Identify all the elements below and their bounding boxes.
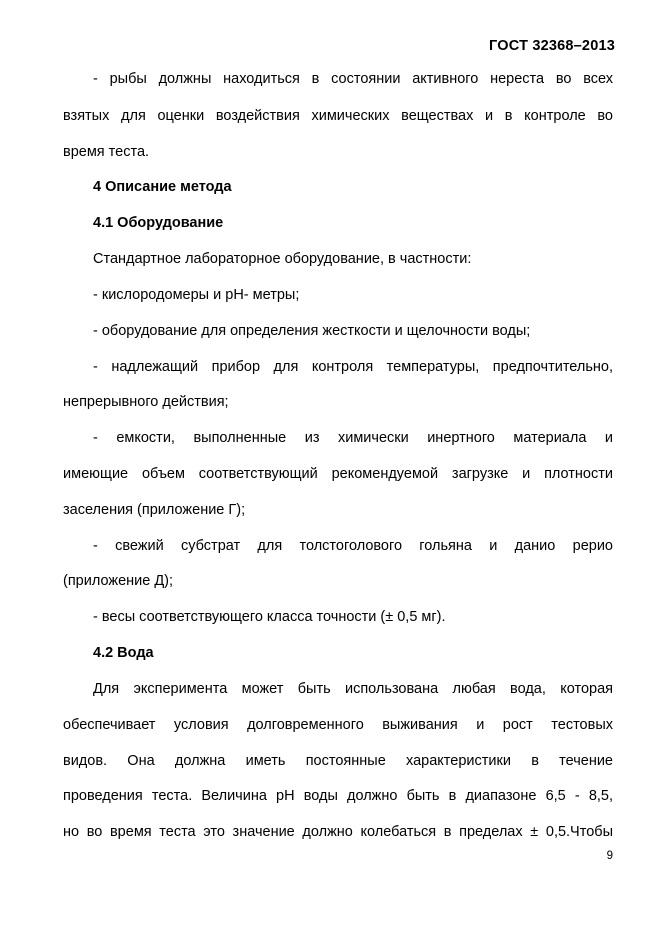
list-item-continuation: имеющие объем соответствующий рекомендуемой загрузке и плотности	[63, 466, 613, 482]
list-item-continuation: (приложение Д);	[63, 573, 174, 589]
list-item: - свежий субстрат для толстоголового гольяна и данио рерио	[93, 538, 613, 554]
paragraph-line: Стандартное лабораторное оборудование, в частности:	[93, 251, 472, 267]
list-item-continuation: заселения (приложение Г);	[63, 502, 246, 518]
paragraph-line: видов. Она должна иметь постоянные характеристики в течение	[63, 753, 613, 769]
document-code: ГОСТ 32368–2013	[489, 38, 615, 54]
paragraph-line: но во время теста это значение должно колебаться в пределах ± 0,5.Чтобы	[63, 824, 613, 840]
list-item: - весы соответствующего класса точности (± 0,5 мг).	[93, 609, 446, 625]
subsection-heading: 4.1 Оборудование	[93, 215, 224, 231]
list-item: - емкости, выполненные из химически инертного материала и	[93, 430, 613, 446]
page-number: 9	[606, 850, 613, 862]
list-item: - надлежащий прибор для контроля температуры, предпочтительно,	[93, 359, 613, 375]
list-item-continuation: непрерывного действия;	[63, 394, 229, 410]
paragraph-line: взятых для оценки воздействия химических веществах и в контроле во	[63, 108, 613, 124]
paragraph-line: проведения теста. Величина pH воды должно быть в диапазоне 6,5 - 8,5,	[63, 788, 613, 804]
list-item: - оборудование для определения жесткости и щелочности воды;	[93, 323, 531, 339]
paragraph-line: Для эксперимента может быть использована любая вода, которая	[93, 681, 613, 697]
list-item: - кислородомеры и pH- метры;	[93, 287, 300, 303]
subsection-heading: 4.2 Вода	[93, 645, 154, 661]
paragraph-line: время теста.	[63, 144, 150, 160]
section-heading: 4 Описание метода	[93, 179, 232, 195]
paragraph-line: обеспечивает условия долговременного выживания и рост тестовых	[63, 717, 613, 733]
paragraph-line: - рыбы должны находиться в состоянии активного нереста во всех	[93, 71, 613, 87]
